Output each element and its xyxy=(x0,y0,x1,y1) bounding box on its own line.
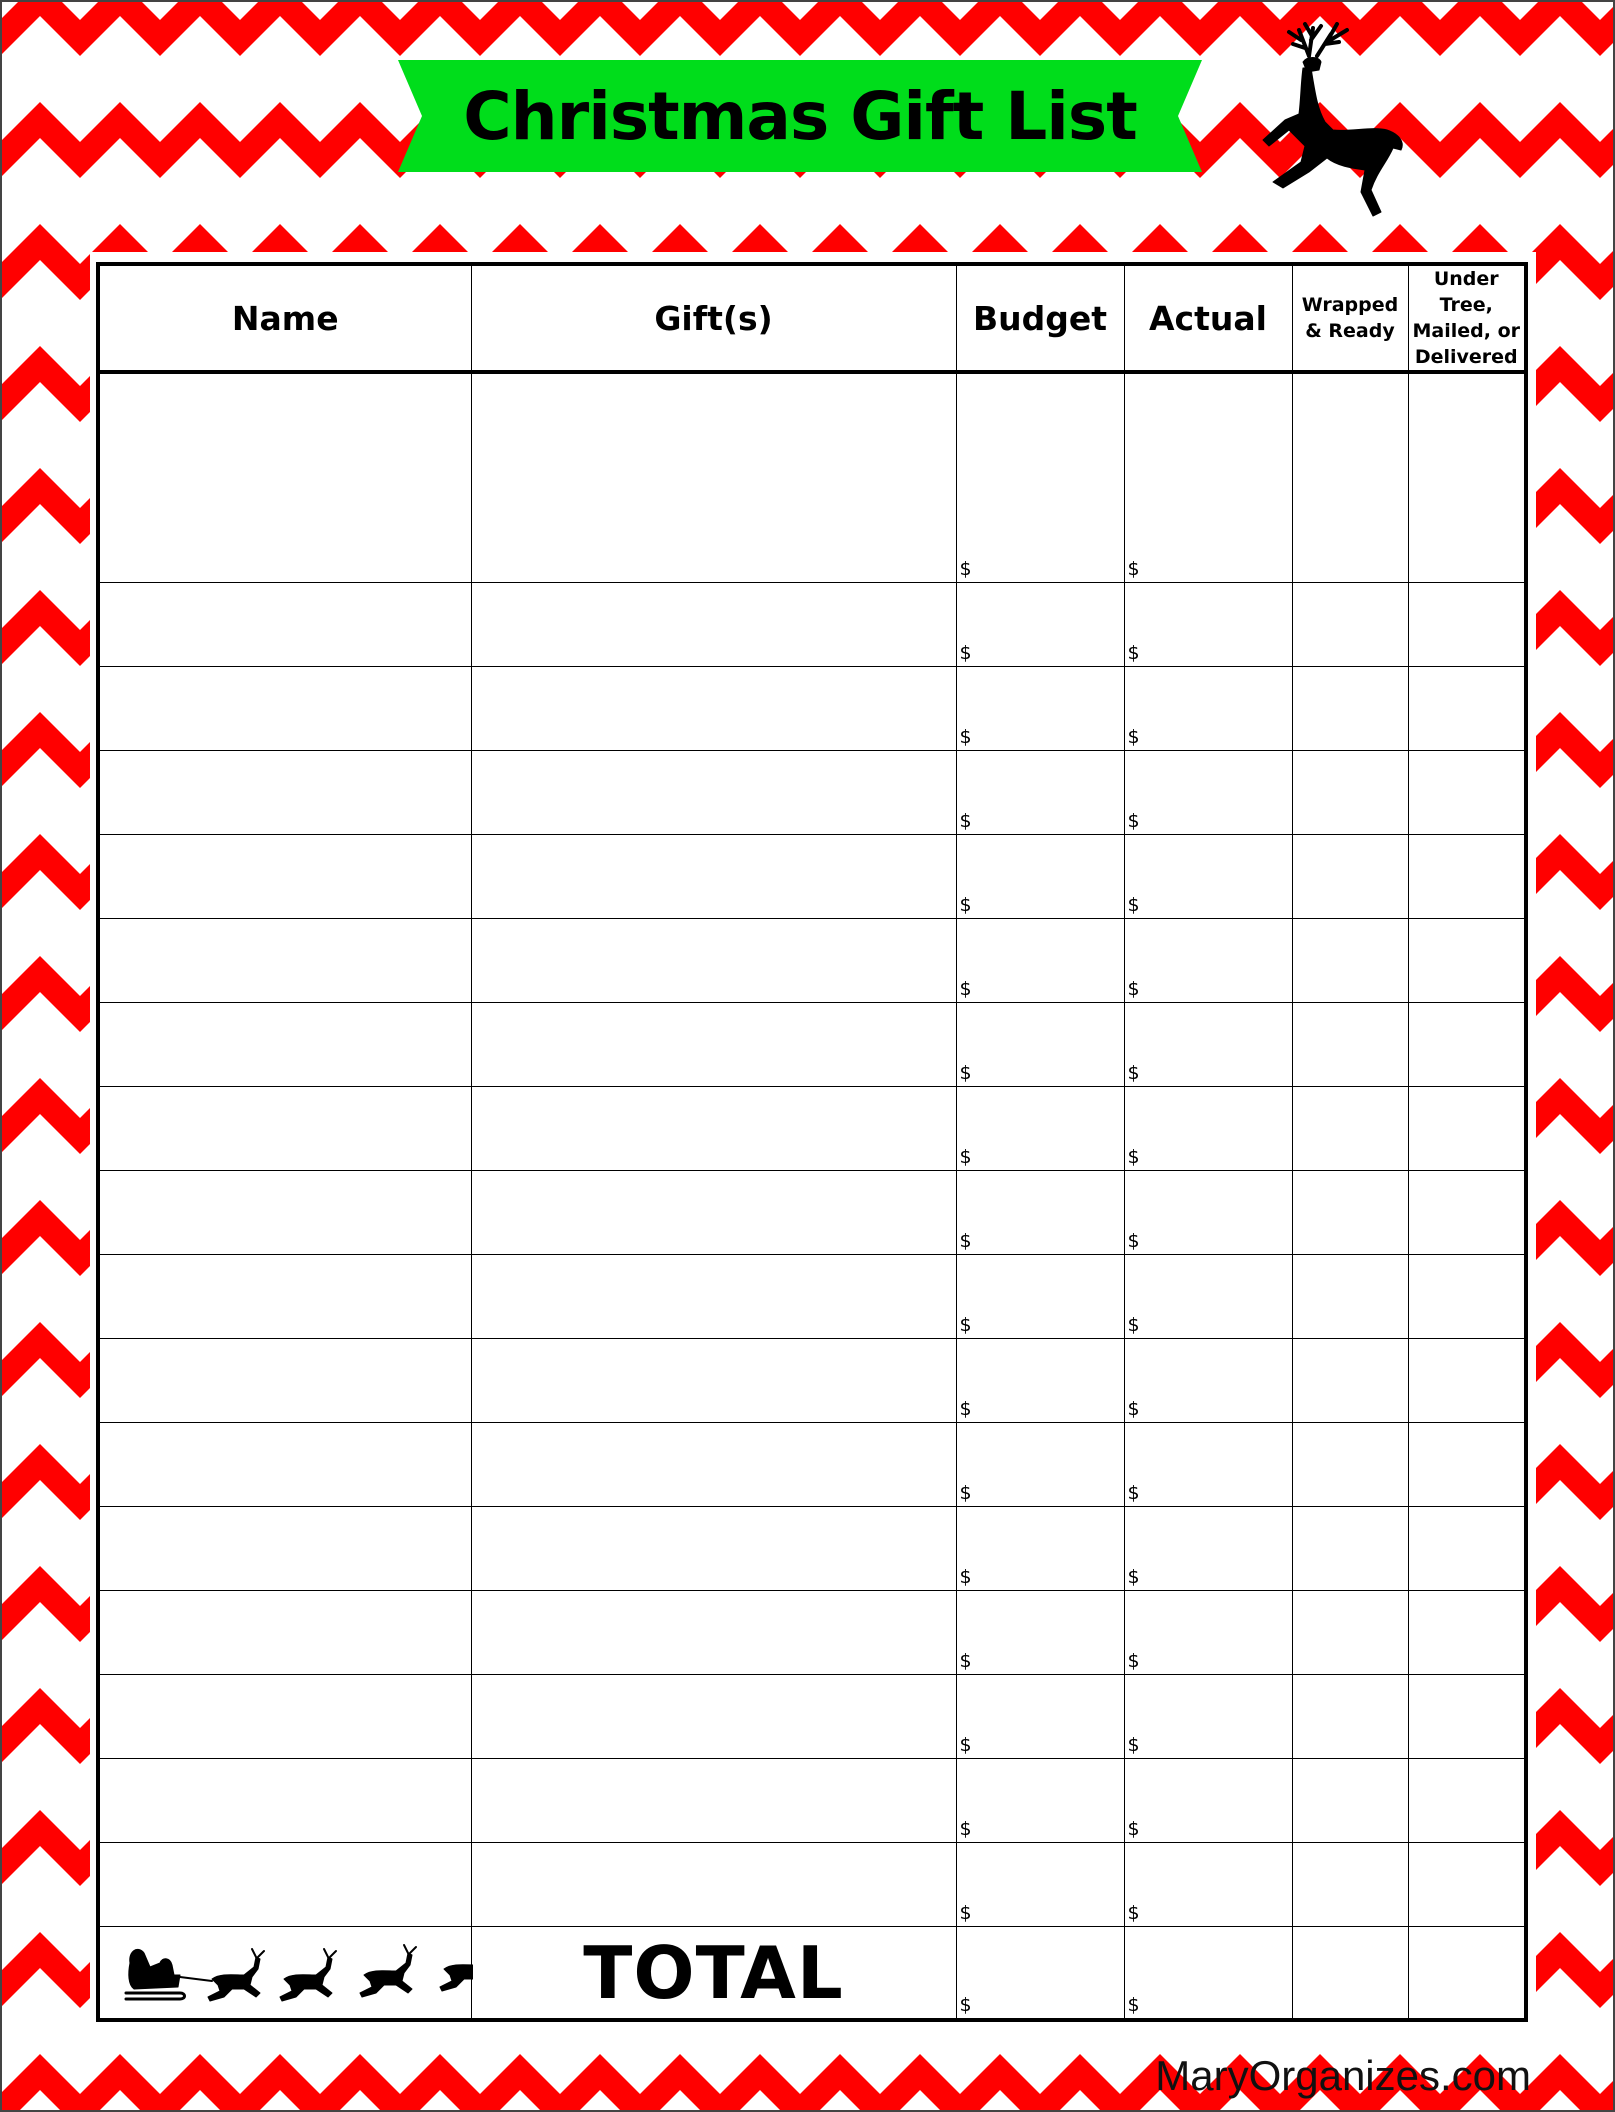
name-cell[interactable] xyxy=(98,1002,471,1086)
gift-cell[interactable] xyxy=(471,834,956,918)
table-row xyxy=(98,1422,1526,1506)
table-header-row xyxy=(98,264,1526,372)
budget-cell[interactable] xyxy=(956,918,1124,1002)
name-cell[interactable] xyxy=(98,1170,471,1254)
header-wrapped-line: Wrapped xyxy=(1301,294,1399,316)
wrapped-cell[interactable] xyxy=(1292,750,1408,834)
delivered-cell[interactable] xyxy=(1408,1422,1526,1506)
dollar-sign: $ xyxy=(959,557,972,580)
wrapped-cell[interactable] xyxy=(1292,582,1408,666)
dollar-sign: $ xyxy=(1127,1733,1140,1756)
header-actual: Actual xyxy=(1124,264,1292,372)
dollar-sign: $ xyxy=(1127,1817,1140,1840)
dollar-sign: $ xyxy=(959,1817,972,1840)
actual-cell[interactable] xyxy=(1124,1170,1292,1254)
gift-list-sheet xyxy=(90,252,1536,2030)
delivered-cell[interactable] xyxy=(1408,1842,1526,1926)
actual-cell[interactable] xyxy=(1124,1674,1292,1758)
wrapped-cell[interactable] xyxy=(1292,1338,1408,1422)
gift-cell[interactable] xyxy=(471,1254,956,1338)
table-row xyxy=(98,1842,1526,1926)
dollar-sign: $ xyxy=(1127,725,1140,748)
dollar-sign: $ xyxy=(959,1145,972,1168)
page-title: Christmas Gift List xyxy=(463,77,1137,155)
name-cell[interactable] xyxy=(98,666,471,750)
dollar-sign: $ xyxy=(1127,1313,1140,1336)
dollar-sign: $ xyxy=(1127,557,1140,580)
actual-cell[interactable] xyxy=(1124,918,1292,1002)
name-cell[interactable] xyxy=(98,582,471,666)
dollar-sign: $ xyxy=(1127,1565,1140,1588)
delivered-cell[interactable] xyxy=(1408,1674,1526,1758)
delivered-cell[interactable] xyxy=(1408,1506,1526,1590)
dollar-sign: $ xyxy=(959,1229,972,1252)
delivered-cell[interactable] xyxy=(1408,750,1526,834)
actual-cell[interactable] xyxy=(1124,1506,1292,1590)
table-row xyxy=(98,918,1526,1002)
delivered-cell[interactable] xyxy=(1408,1590,1526,1674)
header-wrapped-line: & Ready xyxy=(1305,320,1395,342)
delivered-cell[interactable] xyxy=(1408,918,1526,1002)
actual-cell[interactable] xyxy=(1124,1590,1292,1674)
wrapped-cell[interactable] xyxy=(1292,918,1408,1002)
actual-cell[interactable] xyxy=(1124,1254,1292,1338)
delivered-cell[interactable] xyxy=(1408,1086,1526,1170)
wrapped-cell[interactable] xyxy=(1292,372,1408,582)
gift-cell[interactable] xyxy=(471,372,956,582)
gift-cell[interactable] xyxy=(471,1002,956,1086)
name-cell[interactable] xyxy=(98,1674,471,1758)
name-cell[interactable] xyxy=(98,1758,471,1842)
budget-cell[interactable] xyxy=(956,1590,1124,1674)
actual-cell[interactable] xyxy=(1124,582,1292,666)
title-banner xyxy=(398,60,1202,172)
budget-cell[interactable] xyxy=(956,1086,1124,1170)
gift-cell[interactable] xyxy=(471,1590,956,1674)
actual-cell[interactable] xyxy=(1124,1002,1292,1086)
gift-cell[interactable] xyxy=(471,1170,956,1254)
dollar-sign: $ xyxy=(959,809,972,832)
table-row xyxy=(98,666,1526,750)
dollar-sign: $ xyxy=(959,1397,972,1420)
actual-cell[interactable] xyxy=(1124,834,1292,918)
wrapped-cell[interactable] xyxy=(1292,1422,1408,1506)
gift-rows xyxy=(98,372,1526,1927)
wrapped-cell[interactable] xyxy=(1292,1086,1408,1170)
name-cell[interactable] xyxy=(98,918,471,1002)
budget-cell[interactable] xyxy=(956,1338,1124,1422)
table-row xyxy=(98,1674,1526,1758)
table-row xyxy=(98,1086,1526,1170)
name-cell[interactable] xyxy=(98,834,471,918)
budget-cell[interactable] xyxy=(956,1422,1124,1506)
header-name: Name xyxy=(98,264,471,372)
table-row xyxy=(98,834,1526,918)
total-delivered-cell xyxy=(1408,1927,1526,2021)
site-watermark: MaryOrganizes.com xyxy=(1155,2052,1531,2099)
table-row xyxy=(98,1254,1526,1338)
dollar-sign: $ xyxy=(959,1313,972,1336)
wrapped-cell[interactable] xyxy=(1292,1254,1408,1338)
table-row xyxy=(98,1758,1526,1842)
dollar-sign: $ xyxy=(1127,809,1140,832)
budget-cell[interactable] xyxy=(956,1506,1124,1590)
delivered-cell[interactable] xyxy=(1408,1170,1526,1254)
delivered-cell[interactable] xyxy=(1408,1338,1526,1422)
leaping-reindeer-icon xyxy=(1255,22,1415,232)
name-cell[interactable] xyxy=(98,372,471,582)
budget-cell[interactable] xyxy=(956,1002,1124,1086)
budget-cell[interactable] xyxy=(956,1674,1124,1758)
gift-cell[interactable] xyxy=(471,1758,956,1842)
gift-cell[interactable] xyxy=(471,1338,956,1422)
gift-cell[interactable] xyxy=(471,582,956,666)
total-actual-cell[interactable] xyxy=(1124,1927,1292,2021)
table-row xyxy=(98,1590,1526,1674)
dollar-sign: $ xyxy=(959,1649,972,1672)
wrapped-cell[interactable] xyxy=(1292,1590,1408,1674)
dollar-sign: $ xyxy=(959,1733,972,1756)
gift-cell[interactable] xyxy=(471,1506,956,1590)
gift-cell[interactable] xyxy=(471,1086,956,1170)
wrapped-cell[interactable] xyxy=(1292,1170,1408,1254)
dollar-sign: $ xyxy=(1127,1649,1140,1672)
header-budget: Budget xyxy=(956,264,1124,372)
dollar-sign: $ xyxy=(1127,893,1140,916)
budget-cell[interactable] xyxy=(956,1170,1124,1254)
actual-cell[interactable] xyxy=(1124,1086,1292,1170)
delivered-cell[interactable] xyxy=(1408,1002,1526,1086)
name-cell[interactable] xyxy=(98,1338,471,1422)
wrapped-cell[interactable] xyxy=(1292,834,1408,918)
actual-cell[interactable] xyxy=(1124,1842,1292,1926)
budget-cell[interactable] xyxy=(956,1842,1124,1926)
dollar-sign: $ xyxy=(959,1481,972,1504)
total-wrapped-cell xyxy=(1292,1927,1408,2021)
wrapped-cell[interactable] xyxy=(1292,1842,1408,1926)
budget-cell[interactable] xyxy=(956,1254,1124,1338)
dollar-sign: $ xyxy=(1127,977,1140,1000)
name-cell[interactable] xyxy=(98,1842,471,1926)
gift-cell[interactable] xyxy=(471,1422,956,1506)
name-cell[interactable] xyxy=(98,1422,471,1506)
wrapped-cell[interactable] xyxy=(1292,1506,1408,1590)
santa-sleigh-reindeer-icon xyxy=(100,1927,473,2013)
budget-cell[interactable] xyxy=(956,834,1124,918)
wrapped-cell[interactable] xyxy=(1292,1674,1408,1758)
total-decoration-cell xyxy=(98,1927,471,2021)
dollar-sign: $ xyxy=(959,977,972,1000)
dollar-sign: $ xyxy=(1127,1994,1140,2016)
dollar-sign: $ xyxy=(959,893,972,916)
delivered-cell[interactable] xyxy=(1408,1254,1526,1338)
table-row xyxy=(98,1506,1526,1590)
dollar-sign: $ xyxy=(959,1565,972,1588)
header-delivered xyxy=(1408,264,1526,372)
name-cell[interactable] xyxy=(98,750,471,834)
dollar-sign: $ xyxy=(959,1061,972,1084)
dollar-sign: $ xyxy=(1127,1481,1140,1504)
actual-cell[interactable] xyxy=(1124,750,1292,834)
gift-cell[interactable] xyxy=(471,918,956,1002)
name-cell[interactable] xyxy=(98,1254,471,1338)
actual-cell[interactable] xyxy=(1124,1338,1292,1422)
dollar-sign: $ xyxy=(1127,1902,1140,1924)
budget-cell[interactable] xyxy=(956,372,1124,582)
wrapped-cell[interactable] xyxy=(1292,1758,1408,1842)
actual-cell[interactable] xyxy=(1124,1758,1292,1842)
total-budget-cell[interactable] xyxy=(956,1927,1124,2021)
dollar-sign: $ xyxy=(1127,1145,1140,1168)
delivered-cell[interactable] xyxy=(1408,666,1526,750)
total-row xyxy=(98,1927,1526,2021)
wrapped-cell[interactable] xyxy=(1292,666,1408,750)
actual-cell[interactable] xyxy=(1124,666,1292,750)
total-label: TOTAL xyxy=(471,1927,956,2021)
header-delivered-line: Under Tree, xyxy=(1433,268,1499,316)
budget-cell[interactable] xyxy=(956,666,1124,750)
dollar-sign: $ xyxy=(1127,1229,1140,1252)
dollar-sign: $ xyxy=(1127,641,1140,664)
actual-cell[interactable] xyxy=(1124,1422,1292,1506)
delivered-cell[interactable] xyxy=(1408,834,1526,918)
gift-cell[interactable] xyxy=(471,666,956,750)
table-row xyxy=(98,372,1526,582)
dollar-sign: $ xyxy=(1127,1061,1140,1084)
dollar-sign: $ xyxy=(959,1902,972,1924)
header-wrapped-ready xyxy=(1292,264,1408,372)
budget-cell[interactable] xyxy=(956,750,1124,834)
gift-cell[interactable] xyxy=(471,750,956,834)
delivered-cell[interactable] xyxy=(1408,372,1526,582)
gift-cell[interactable] xyxy=(471,1842,956,1926)
dollar-sign: $ xyxy=(959,641,972,664)
delivered-cell[interactable] xyxy=(1408,582,1526,666)
table-row xyxy=(98,1170,1526,1254)
header-delivered-line: Mailed, or xyxy=(1412,320,1520,342)
table-row xyxy=(98,1002,1526,1086)
name-cell[interactable] xyxy=(98,1086,471,1170)
dollar-sign: $ xyxy=(959,1994,972,2016)
table-row xyxy=(98,1338,1526,1422)
dollar-sign: $ xyxy=(1127,1397,1140,1420)
table-row xyxy=(98,582,1526,666)
actual-cell[interactable] xyxy=(1124,372,1292,582)
budget-cell[interactable] xyxy=(956,582,1124,666)
gift-cell[interactable] xyxy=(471,1674,956,1758)
header-delivered-line: Delivered xyxy=(1414,346,1518,368)
dollar-sign: $ xyxy=(959,725,972,748)
table-row xyxy=(98,750,1526,834)
delivered-cell[interactable] xyxy=(1408,1758,1526,1842)
header-gifts: Gift(s) xyxy=(471,264,956,372)
wrapped-cell[interactable] xyxy=(1292,1002,1408,1086)
gift-list-table xyxy=(96,262,1528,2022)
name-cell[interactable] xyxy=(98,1506,471,1590)
name-cell[interactable] xyxy=(98,1590,471,1674)
budget-cell[interactable] xyxy=(956,1758,1124,1842)
